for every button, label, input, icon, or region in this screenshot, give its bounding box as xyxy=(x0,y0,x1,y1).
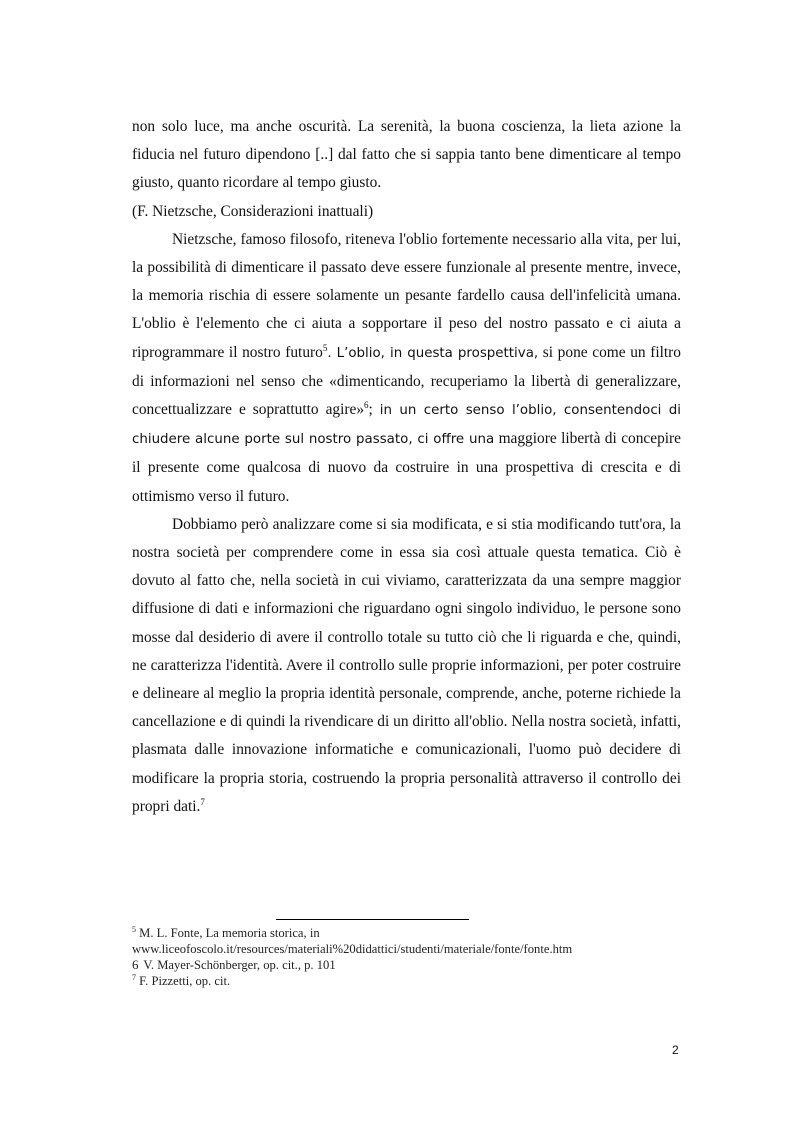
footnote-text: M. L. Fonte, La memoria storica, in xyxy=(136,926,320,940)
footnote-url[interactable]: www.liceofoscolo.it/resources/materiali%20didattici/studenti/materiale/fonte/fonte.htm xyxy=(132,942,573,956)
paragraph-text: ; xyxy=(368,401,380,419)
paragraph-text: si pone come un filtro di informazioni nel senso che «dimenticando, recuperiamo la libertà di generalizzare, concettualizzare e soprattutto agire» xyxy=(132,343,681,419)
quote-source: (F. Nietzsche, Considerazioni inattuali) xyxy=(132,202,374,220)
footnote-ref-7[interactable]: 7 xyxy=(200,796,205,807)
paragraph-nietzsche xyxy=(132,226,681,511)
body-text xyxy=(132,113,681,821)
footnote-7 xyxy=(132,973,692,989)
paragraph-society xyxy=(132,511,681,821)
footnote-6 xyxy=(132,957,692,973)
paragraph-text: in un certo senso l’oblio, consentendoci di chiudere alcune porte sul nostro passato, ci offre una xyxy=(132,403,682,448)
paragraph-text: maggiore libertà di concepire il presente come qualcosa di nuovo da costruire in una prospettiva di crescita e di ottimismo verso il futuro. xyxy=(132,430,682,505)
footnote-mark: 7 xyxy=(132,973,136,982)
footnote-separator xyxy=(276,919,469,920)
paragraph-text: . L’oblio, in questa prospettiva, xyxy=(327,345,539,361)
footnote-mark: 5 xyxy=(132,925,136,934)
quote-text: non solo luce, ma anche oscurità. La serenità, la buona coscienza, la lieta azione la fiducia nel futuro dipendono [..] dal fatto che si sappia tanto bene dimenticare al tempo giusto, quanto ricordare al tempo giusto. xyxy=(132,118,681,192)
footnote-mark: 6 xyxy=(132,957,139,972)
footnote-ref-6[interactable]: 6 xyxy=(364,400,369,411)
footnote-text: V. Mayer-Schönberger, op. cit., p. 101 xyxy=(140,958,336,972)
footnote-5 xyxy=(132,925,692,957)
page-number: 2 xyxy=(672,1043,679,1057)
paragraph-text: Nietzsche, famoso filosofo, riteneva l'oblio fortemente necessario alla vita, per lui, la possibilità di dimenticare il passato deve essere funzionale al presente mentre, invece, la memoria rischia di essere solamente un pesante fardello causa dell'infelicità umana. L'oblio è l'elemento che ci aiuta a sopportare il peso del nostro passato e ci aiuta a riprogrammare il nostro futuro xyxy=(132,230,681,361)
footnotes xyxy=(132,925,692,989)
footnote-ref-5[interactable]: 5 xyxy=(322,342,328,353)
paragraph-text: Dobbiamo però analizzare come si sia modificata, e si stia modificando tutt'ora, la nostra società per comprendere come in essa sia così attuale questa tematica. Ciò è dovuto al fatto che, nella società in cui viviamo, caratterizzata da una sempre maggior diffusione di dati e informazioni che riguardano ogni singolo individuo, le persone sono mosse dal desiderio di avere il controllo totale su tutto ciò che li riguarda e che, quindi, ne caratterizza l'identità. Avere il controllo sulle proprie informazioni, per poter costruire e delineare al meglio la propria identità personale, comprende, anche, poterne richiede la cancellazione e di quindi la rivendicare di un diritto all'oblio. Nella nostra società, infatti, plasmata dalle innovazione informatiche e comunicazionali, l'uomo può decidere di modificare la propria storia, costruendo la propria personalità attraverso il controllo dei propri dati. xyxy=(132,515,681,815)
footnote-text: F. Pizzetti, op. cit. xyxy=(136,974,231,988)
